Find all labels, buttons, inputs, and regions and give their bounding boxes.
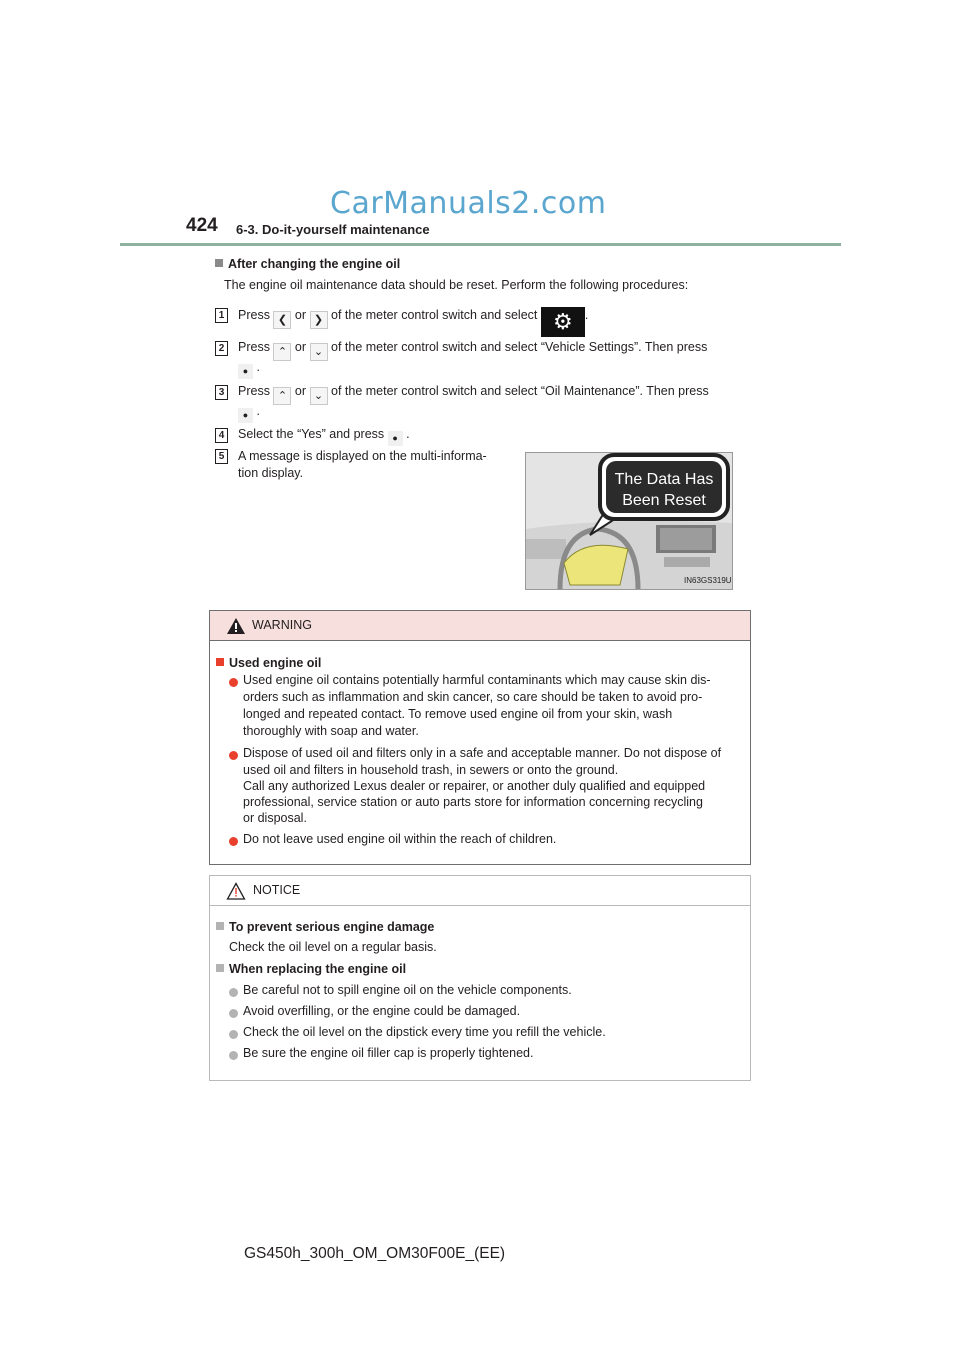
- notice-heading-1-text: To prevent serious engine damage: [229, 920, 435, 934]
- enter-dot-icon: ●: [388, 431, 403, 446]
- step-4-body: Select the “Yes” and press: [238, 427, 385, 441]
- warning-bullet-2-line-5: or disposal.: [243, 811, 307, 825]
- step-2-press: Press: [238, 340, 270, 354]
- warning-bullet-1-line-1: Used engine oil contains potentially harmful contaminants which may cause skin dis-: [243, 673, 711, 687]
- procedure-heading-text: After changing the engine oil: [228, 257, 401, 271]
- step-4-period: .: [406, 427, 410, 441]
- notice-heading-1: [216, 920, 434, 934]
- step-1-text: [238, 307, 588, 337]
- section-title: 6-3. Do-it-yourself maintenance: [236, 222, 430, 237]
- bubble-line-1: The Data Has: [614, 471, 714, 488]
- step-5-line-2: tion display.: [238, 466, 304, 480]
- dashboard-illustration: [525, 452, 733, 590]
- procedure-intro: The engine oil maintenance data should be reset. Perform the following procedures:: [224, 278, 689, 292]
- gear-icon: ⚙: [541, 307, 585, 337]
- step-3-or: or: [294, 384, 307, 398]
- warning-bullet-2-line-3: Call any authorized Lexus dealer or repairer, or another duly qualified and equipped: [243, 779, 706, 793]
- notice-bullet-3: Check the oil level on the dipstick every time you refill the vehicle.: [243, 1025, 606, 1039]
- heading-square-icon: [215, 259, 223, 267]
- warning-triangle-icon: [226, 882, 246, 900]
- step-4-text: [238, 427, 410, 446]
- notice-bullet-1: Be careful not to spill engine oil on the vehicle components.: [243, 983, 572, 997]
- warning-bullet-1-line-4: thoroughly with soap and water.: [243, 724, 419, 738]
- warning-title: WARNING: [252, 618, 312, 632]
- warning-bullet-2-line-1: Dispose of used oil and filters only in a safe and acceptable manner. Do not dispose of: [243, 746, 722, 760]
- chevron-up-icon: ⌃: [273, 343, 291, 361]
- warning-box: [209, 610, 751, 865]
- notice-header: [210, 876, 750, 906]
- notice-bullet-4: Be sure the engine oil filler cap is properly tightened.: [243, 1046, 534, 1060]
- notice-heading-2-text: When replacing the engine oil: [229, 962, 407, 976]
- step-2-cont: [238, 360, 260, 379]
- notice-box: [209, 875, 751, 1081]
- enter-dot-icon: ●: [238, 408, 253, 423]
- step-number: 3: [215, 385, 228, 400]
- header-divider: [120, 243, 841, 246]
- step-2-or: or: [294, 340, 307, 354]
- warning-heading-text: Used engine oil: [229, 656, 322, 670]
- notice-heading-2: [216, 962, 406, 976]
- warning-bullet-1-line-3: longed and repeated contact. To remove used engine oil from your skin, wash: [243, 707, 673, 721]
- step-3-body: of the meter control switch and select “Oil Maintenance”. Then press: [331, 384, 709, 398]
- warning-bullet-2-line-4: professional, service station or auto parts store for information concerning recycling: [243, 795, 703, 809]
- chevron-left-icon: ❮: [273, 311, 291, 329]
- step-3-cont: [238, 404, 260, 423]
- page-number: 424: [186, 215, 218, 236]
- enter-dot-icon: ●: [238, 364, 253, 379]
- watermark: CarManuals2.com: [330, 186, 607, 221]
- warning-header: [210, 611, 750, 641]
- step-2-period: .: [256, 360, 260, 374]
- heading-square-icon: [216, 658, 224, 666]
- bubble-line-2: Been Reset: [622, 492, 706, 509]
- step-1-press: Press: [238, 308, 270, 322]
- step-2-body: of the meter control switch and select “Vehicle Settings”. Then press: [331, 340, 708, 354]
- step-number: 2: [215, 341, 228, 356]
- warning-bullet-2-line-2: used oil and filters in household trash, in sewers or onto the ground.: [243, 763, 619, 777]
- warning-triangle-icon: [226, 617, 246, 635]
- step-3-press: Press: [238, 384, 270, 398]
- bullet-dot-icon: [229, 1030, 238, 1039]
- chevron-down-icon: ⌄: [310, 343, 328, 361]
- step-1-period: .: [584, 308, 589, 322]
- procedure-heading: [215, 257, 400, 271]
- bullet-dot-icon: [229, 1009, 238, 1018]
- chevron-up-icon: ⌃: [273, 387, 291, 405]
- chevron-down-icon: ⌄: [310, 387, 328, 405]
- heading-square-icon: [216, 922, 224, 930]
- step-5-line-1: A message is displayed on the multi-informa-: [238, 449, 487, 463]
- bullet-dot-icon: [229, 751, 238, 760]
- notice-bullet-2: Avoid overfilling, or the engine could be damaged.: [243, 1004, 521, 1018]
- bullet-dot-icon: [229, 988, 238, 997]
- figure-code: IN63GS319U: [684, 576, 732, 585]
- bullet-dot-icon: [229, 837, 238, 846]
- step-number: 5: [215, 449, 228, 464]
- notice-text-1: Check the oil level on a regular basis.: [229, 940, 437, 954]
- step-number: 1: [215, 308, 228, 323]
- document-code: GS450h_300h_OM_OM30F00E_(EE): [244, 1245, 506, 1262]
- step-number: 4: [215, 428, 228, 443]
- step-1-body: of the meter control switch and select: [331, 308, 538, 322]
- step-3-text: [238, 384, 709, 405]
- notice-title: NOTICE: [253, 883, 301, 897]
- dashboard-drawing: [526, 453, 732, 589]
- chevron-right-icon: ❯: [310, 311, 328, 329]
- step-3-period: .: [256, 404, 260, 418]
- step-2-text: [238, 340, 707, 361]
- step-1-or: or: [294, 308, 307, 322]
- warning-bullet-1-line-2: orders such as inflammation and skin cancer, so care should be taken to avoid pro-: [243, 690, 703, 704]
- warning-heading: [216, 656, 321, 670]
- bullet-dot-icon: [229, 678, 238, 687]
- bullet-dot-icon: [229, 1051, 238, 1060]
- heading-square-icon: [216, 964, 224, 972]
- warning-bullet-3: Do not leave used engine oil within the reach of children.: [243, 832, 557, 846]
